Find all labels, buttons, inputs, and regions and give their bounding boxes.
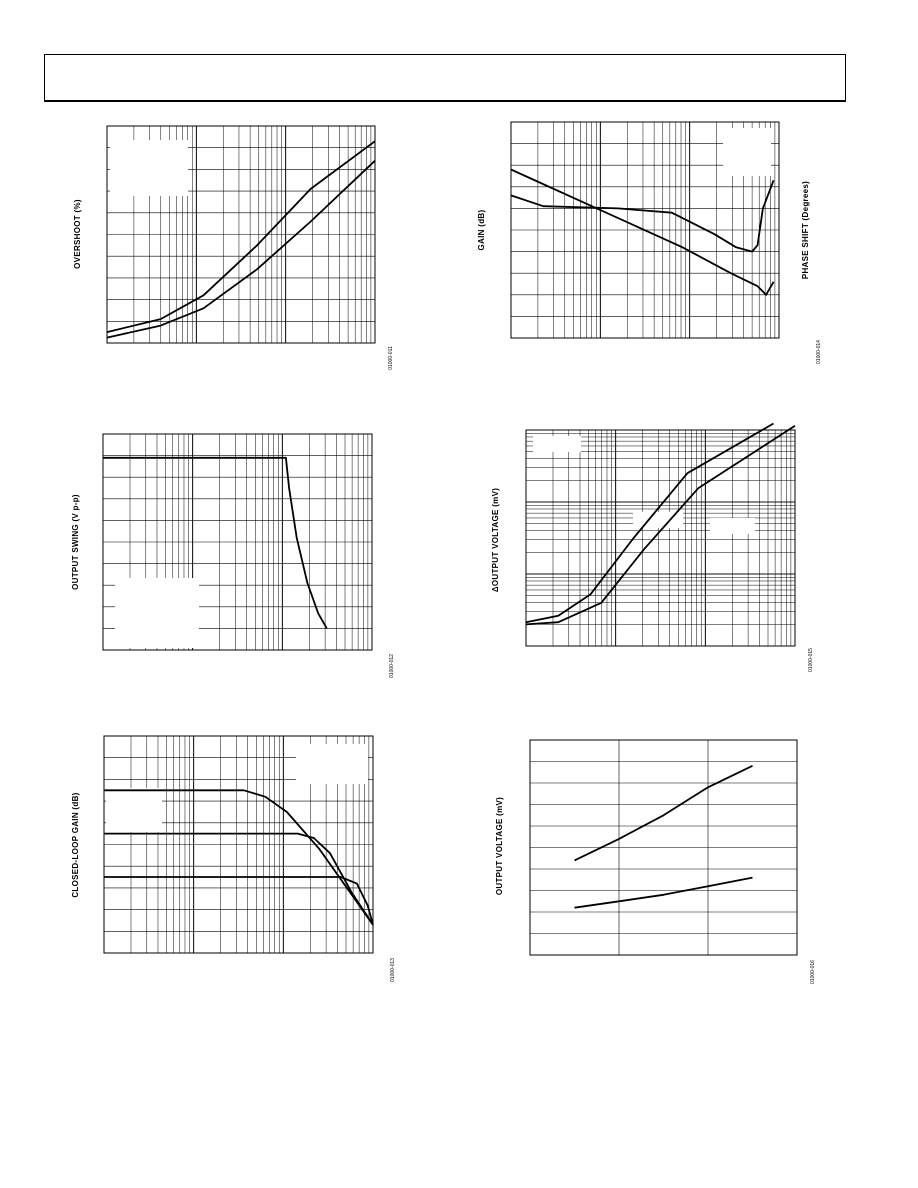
chart-delta-output [491, 424, 814, 672]
annotation-box [110, 140, 188, 196]
y-axis-label: ΔOUTPUT VOLTAGE (mV) [491, 487, 500, 593]
figure-id: 01000-016 [810, 960, 816, 984]
annotation-box [710, 518, 755, 534]
figure-id: 01000-011 [388, 346, 394, 370]
annotation-box [296, 744, 368, 784]
figure-id: 01000-012 [389, 654, 395, 678]
y-axis-label-right: PHASE SHIFT (Degrees) [801, 180, 810, 280]
figure-id: 01000-013 [390, 958, 396, 982]
chart-closed-loop [71, 736, 396, 982]
chart-output-swing [71, 434, 395, 678]
chart-overshoot [73, 126, 394, 370]
figure-id: 01000-015 [808, 648, 814, 672]
annotation-box [115, 578, 199, 648]
y-axis-label: OVERSHOOT (%) [73, 199, 82, 269]
chart-gain-phase [477, 122, 822, 364]
plot-frame [526, 430, 795, 646]
figure-id: 01000-014 [816, 340, 822, 364]
chart-output-voltage [495, 740, 816, 984]
y-axis-label: OUTPUT SWING (V p-p) [71, 494, 80, 590]
annotation-box [723, 128, 771, 176]
annotation-box [106, 788, 162, 832]
annotation-box [533, 436, 581, 452]
y-axis-label: GAIN (dB) [477, 209, 486, 251]
y-axis-label: OUTPUT VOLTAGE (mV) [495, 796, 504, 896]
y-axis-label: CLOSED-LOOP GAIN (dB) [71, 792, 80, 898]
